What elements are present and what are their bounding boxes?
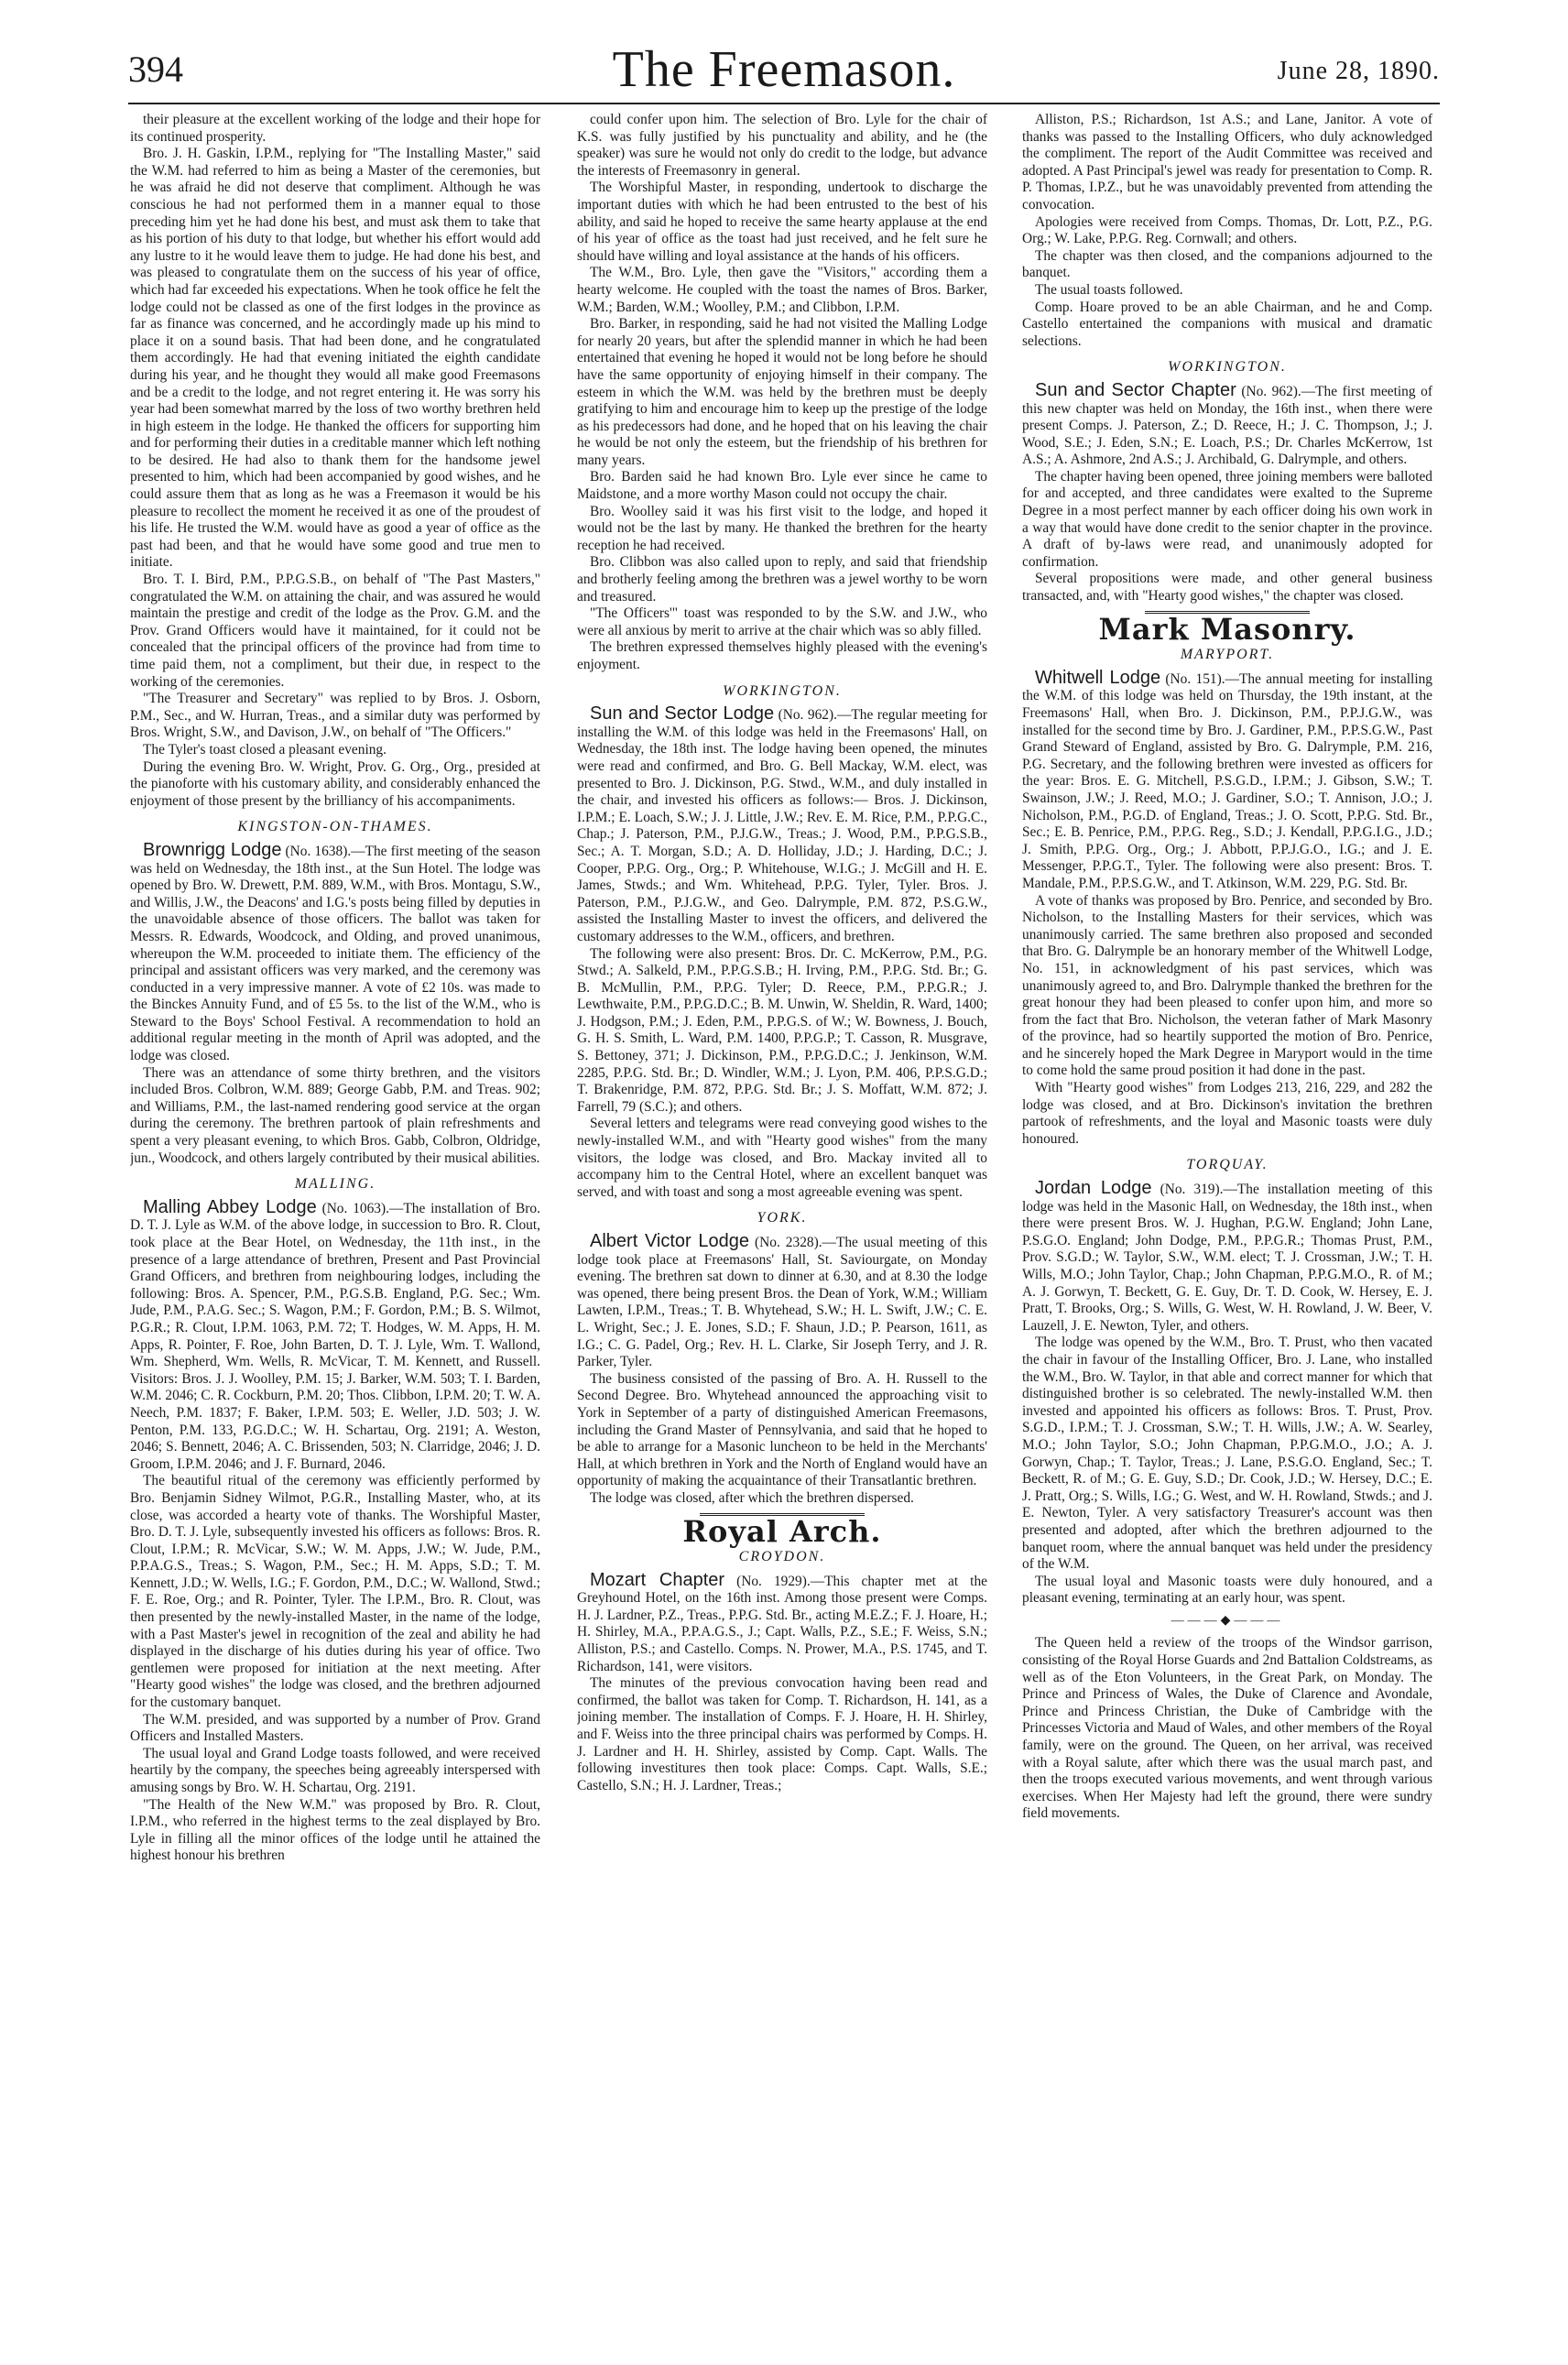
place-heading: CROYDON. (738, 1549, 826, 1565)
paragraph-text: The installation of Bro. D. T. J. Lyle as W.M. of the above lodge, in succession to Bro. R. Clout, took place at the Bear Hotel, on Wednesday, the 11th inst., in the presence of a large attendance of brethren, Present and Past Provincial Grand Officers, and brethren from neighbouring lodges, including the following: Bros. A. Spencer, P.M., P.G.S.B. England, P.G. Sec.; Wm. Jude, P.M., P.A.G. Sec.; S. Wagon, P.M.; F. Gordon, P.M.; B. S. Wilmot, P.G.R.; R. Clout, I.P.M. 1063, P.M. 72; T. Hodges, W. M. Apps, H. M. Apps, R. Pointer, F. Roe, John Barten, D. T. J. Lyle, Wm. T. Wallond, Wm. Shepherd, Wm. Wells, R. McVicar, T. M. Kennett, and Russell. Visitors: Bros. J. J. Woolley, P.M. 15; J. Barker, W.M. 503; T. I. Barden, W.M. 2046; C. R. Cockburn, P.M. 20; Thos. Clibbon, I.P.M. 20; T. W. A. Neech, P.M. 1837; F. Baker, I.P.M. 503; E. Weller, J.D. 503; J. W. Penton, P.M. 133, P.G.D.C.; W. H. Schartau, Org. 2191; A. Weston, 2046; S. Bennett, 2046; A. C. Brissenden, 503; N. Clarridge, 2046; J. D. Groom, I.P.M. 2046; and J. F. Burnard, 2046. (130, 1200, 540, 1472)
paragraph (577, 705, 987, 945)
lodge-number: (No. 319).— (1160, 1182, 1237, 1198)
lodge-number: (No. 962).— (1241, 383, 1316, 399)
paragraph: Comp. Hoare proved to be an able Chairman, and he and Comp. Castello entertained the companions with musical and dramatic selections. (1022, 299, 1432, 349)
paragraph (577, 1233, 987, 1371)
column-1 (130, 112, 540, 2347)
column-3 (1022, 112, 1432, 2347)
paragraph: During the evening Bro. W. Wright, Prov. G. Org., Org., presided at the pianoforte with his customary ability, and considerably enhanced the enjoyment of those present by the brilliancy of his accompaniments. (130, 758, 540, 809)
ornamental-divider: ———◆——— (1171, 1613, 1284, 1628)
page-number: 394 (128, 49, 183, 90)
paragraph: could confer upon him. The selection of Bro. Lyle for the chair of K.S. was fully justified by his punctuality and ability, and he (the speaker) was sure he would not only do credit to the lodge, but advance the interests of Freemasonry in general. (577, 112, 987, 179)
lodge-name: Brownrigg Lodge (143, 839, 282, 860)
paragraph: Bro. Clibbon was also called upon to reply, and said that friendship and brotherly feeling among the brethren was a jewel worthy to be worn and treasured. (577, 554, 987, 605)
paragraph: The chapter having been opened, three joining members were balloted for and accepted, and three candidates were exalted to the Supreme Degree in a most perfect manner by each officer doing his own work in a way that would have done credit to the senior chapter in the province. A draft of by-laws were read, and unanimously adopted for confirmation. (1022, 468, 1432, 570)
lodge-name: Malling Abbey Lodge (143, 1196, 317, 1217)
paragraph (577, 1569, 987, 1676)
paragraph-text: This chapter met at the Greyhound Hotel, on the 16th inst. Among those present were Comps. H. J. Lardner, P.Z., Treas., P.P.G. Std. Br., acting M.E.Z.; F. J. Hoare, H.; H. Shirley, M.A., P.P.A.G.S., J.; Capt. Walls, P.Z., S.E.; F. Weiss, S.N.; Alliston, P.S.; and Castello. Comps. N. Prower, M.A., P.S. 1745, and T. Richardson, 141, were visitors. (577, 1573, 987, 1674)
place-heading: MALLING. (294, 1176, 376, 1193)
paragraph: Bro. J. H. Gaskin, I.P.M., replying for "The Installing Master," said the W.M. had referred to him as being a Master of the ceremonies, but he was afraid he did not deserve that compliment. Although he was conscious he had not performed them in a manner equal to those preceding him yet he had done his best, and must ask them to take that as his portion of his duty to that lodge, but whether his effort would add any lustre to it he would leave them to judge. He had done his best, and was pleased to congratulate them on the success of his year of office, which had far exceeded his expectations. When he took office he felt the lodge could not be classed as one of the first lodges in the province as far as finance was concerned, and he accordingly made up his mind to place it on a sound basis. That had been done, and he congratulated them accordingly. He had that evening initiated the eighth candidate during his year, and he thought they would all make good Freemasons and be a credit to the lodge, and not regret entering it. He was sorry his year had been somewhat marred by the loss of two worthy brethren held in high esteem in the lodge. He thanked the officers for supporting him and for performing their duties in a creditable manner which left nothing to be desired. He had also to thank them for the handsome jewel presented to him, which had been accompanied by good wishes, and he could assure them that as long as he was a Freemason it would be his pleasure to recollect the moment he received it as one of the proudest of his life. He trusted the W.M. would have as good a year of office as the past had been, and that he would have some good and true men to initiate. (130, 146, 540, 571)
paragraph: "The Treasurer and Secretary" was replied to by Bros. J. Osborn, P.M., Sec., and W. Hurran, Treas., and a similar duty was performed by Bros. Wright, S.W., and Davison, J.W., on behalf of "The Officers." (130, 691, 540, 741)
paragraph: "The Health of the New W.M." was proposed by Bro. R. Clout, I.P.M., who referred in the highest terms to the zeal displayed by Bro. Lyle in filling all the minor offices of the lodge until he attained the highest honour his brethren (130, 1796, 540, 1864)
paragraph: Bro. T. I. Bird, P.M., P.P.G.S.B., on behalf of "The Past Masters," congratulated the W.M. on attaining the chair, and was assured he would maintain the prestige and credit of the lodge as the Prov. G.M. and the Prov. Grand Officers would have it maintained, for it could not be concealed that the principal officers of the province had from time to time paid them, not a compliment, but their due, in respect to the working of the ceremonies. (130, 572, 540, 690)
paragraph: The minutes of the previous convocation having been read and confirmed, the ballot was taken for Comp. T. Richardson, H. 141, as a joining member. The installation of Comps. F. J. Hoare, H. H. Shirley, and F. Weiss into the three principal chairs was performed by Comps. H. J. Lardner and H. H. Shirley, assisted by Comp. Capt. Walls. The following investitures then took place: Comps. Capt. Walls, S.E.; Castello, S.N.; H. J. Lardner, Treas.; (577, 1675, 987, 1793)
lodge-name: Sun and Sector Chapter (1035, 379, 1236, 400)
paragraph: The usual loyal and Masonic toasts were duly honoured, and a pleasant evening, terminating at an early hour, was spent. (1022, 1573, 1432, 1607)
paragraph: With "Hearty good wishes" from Lodges 213, 216, 229, and 282 the lodge was closed, and at Bro. Dickinson's invitation the brethren partook of refreshments, and the loyal and Masonic toasts were duly honoured. (1022, 1080, 1432, 1147)
place-heading: WORKINGTON. (1168, 359, 1287, 376)
lodge-number: (No. 962).— (778, 707, 852, 724)
place-heading: TORQUAY. (1186, 1157, 1269, 1173)
paragraph: The W.M. presided, and was supported by a number of Prov. Grand Officers and Installed Masters. (130, 1711, 540, 1745)
paragraph: Bro. Barker, in responding, said he had not visited the Malling Lodge for nearly 20 years, but after the splendid manner in which he had been entertained that evening he hoped it would not be long before he should have the same opportunity of enjoying himself in their company. The esteem in which the W.M. was held by the brethren must be deeply gratifying to him and encourage him to keep up the prestige of the lodge as his predecessors had done, and he hoped that on his leaving the chair he would be not only the esteem, but the friendship of his brethren for many years. (577, 316, 987, 468)
paragraph-text: The first meeting of the season was held on Wednesday, the 18th inst., at the Sun Hotel. The lodge was opened by Bro. W. Drewett, P.M. 889, W.M., with Bros. Montagu, S.W., and Willis, J.W., the Deacons' and I.G.'s posts being filled by deputies in the unavoidable absence of those officers. The ballot was taken for Messrs. R. Edwards, Woodcock, and Olding, and proved unanimous, whereupon the W.M. proceeded to initiate them. The efficiency of the principal and assistant officers was very marked, and the ceremony was conducted in a very impressive manner. A vote of £2 10s. was made to the Binckes Annuity Fund, and of £5 5s. to the list of the W.M., who is Steward to the Boys' School Festival. A recommendation to hold an additional regular meeting in the month of April was adopted, and the lodge was closed. (130, 843, 540, 1064)
paragraph: The W.M., Bro. Lyle, then gave the "Visitors," according them a hearty welcome. He coupled with the toast the names of Bros. Barker, W.M.; Barden, W.M.; Woolley, P.M.; and Clibbon, I.P.M. (577, 265, 987, 315)
paragraph: The business consisted of the passing of Bro. A. H. Russell to the Second Degree. Bro. Whytehead announced the approaching visit to York in September of a party of distinguished American Freemasons, including the Grand Master of Pennsylvania, and said that he hoped to be able to arrange for a Masonic luncheon to be held in the Merchants' Hall, at which brethren in York and the North of England would have an opportunity of making the acquaintance of their Transatlantic brethren. (577, 1370, 987, 1489)
lodge-number: (No. 2328).— (755, 1235, 836, 1250)
paragraph: The lodge was closed, after which the brethren dispersed. (590, 1489, 914, 1506)
paragraph: The lodge was opened by the W.M., Bro. T. Prust, who then vacated the chair in favour of the Installing Officer, Bro. J. Lane, who installed the W.M., Bro. W. Taylor, in that able and correct manner for which that distinguished brother is so celebrated. The newly-installed W.M. then invested and appointed his officers as follows: Bros. T. Prust, Prov. S.G.D., I.P.M.; T. J. Crossman, S.W.; T. H. Wills, J.W.; A. W. Searley, M.O.; John Taylor, S.O.; John Chapman, P.P.G.M.O., J.O.; A. J. Gorwyn, Chap.; T. Taylor, Treas.; J. Lane, P.S.G.O. England, Sec.; T. Beckett, R. of M.; G. E. Guy, S.D.; Dr. Cook, J.D.; W. Hersey, D.C.; E. J. Pratt, Org.; S. Wills, I.G.; G. West, and W. H. Rowland, Stwds.; and J. E. Newton, Tyler. A very satisfactory Treasurer's account was then presented and adopted, after which the brethren adjourned to the banquet room, where the annual banquet was held under the presidency of the W.M. (1022, 1335, 1432, 1573)
place-heading: KINGSTON-ON-THAMES. (237, 819, 433, 835)
paragraph: The following were also present: Bros. Dr. C. McKerrow, P.M., P.G. Stwd.; A. Salkeld, P.M., P.P.G.S.B.; H. Irving, P.M., P.P.G. Std. Br.; G. B. McMullin, P.M., P.P.G. Tyler; D. Reece, P.M., P.P.G.R.; J. Lewthwaite, P.M., P.P.G.D.C.; B. M. Unwin, W. Sheldin, R. Ward, 1400; J. Hodgson, P.M.; J. Eden, P.M., P.P.G.S. of W.; W. Bowness, J. Bouch, G. H. S. Smith, L. Ward, P.M. 1400, P.P.G.P.; T. Casson, R. Musgrave, S. Bettoney, 371; J. Dickinson, P.M., P.P.G.D.C.; J. Jenkinson, W.M. 2285, P.P.G. Std. Br.; D. Windler, W.M.; J. Lyon, P.M. 406, P.P.S.G.D.; T. Brakenridge, P.M. 872, P.P.G. Std. Br.; J. S. Moffatt, W.M. 872; J. Farrell, 79 (S.C.); and others. (577, 945, 987, 1115)
paragraph-text: The first meeting of this new chapter was held on Monday, the 16th inst., when there were present Comps. J. Paterson, Z.; D. Reece, H.; J. C. Thompson, J.; J. Wood, S.E.; J. Eden, S.N.; E. Loach, P.S.; Dr. Charles McKerrow, 1st A.S.; A. Ashmore, 2nd A.S.; J. Archibald, G. Dalrymple, and others. (1022, 383, 1432, 468)
paragraph-text: The annual meeting for installing the W.M. of this lodge was held on Thursday, the 19th instant, at the Freemasons' Hall, when Bro. J. Dickinson, P.M., P.P.J.G.W., was installed for the second time by Bro. J. Gardiner, P.M., P.P.S.G.W., Past Grand Steward of England, assisted by Bro. G. Dalrymple, P.M. 216, P.G. Secretary, and the following brethren were invested as officers for the year: Bros. E. G. Mitchell, P.S.G.D., I.P.M.; J. Gibson, S.W.; T. Swainson, J.W.; J. Reed, M.O.; J. Gardiner, S.O.; T. Annison, J.O.; J. Nicholson, P.M., P.G.D. of England, Treas.; J. O. Scott, P.P.G. Std. Br., Sec.; E. B. Penrice, P.M., P.P.G. Reg., S.D.; J. Kendall, P.P.G.I.G., J.D.; J. Smith, P.P.G. Org., Org.; J. Abbott, P.P.J.G.O., I.G.; and J. E. Messenger, P.P.G.T., Tyler. The following were also present: Bros. T. Mandale, P.M., P.P.S.G.W., and T. Atkinson, W.M. 229, P.G. Std. Br. (1022, 670, 1432, 891)
section-heading-mark-masonry: Mark Masonry. (1098, 611, 1356, 647)
paragraph-text: The usual meeting of this lodge took place at Freemasons' Hall, St. Saviourgate, on Monday evening. The brethren sat down to dinner at 6.30, and at 8.30 the lodge was opened, there being present Bros. the Dean of York, W.M.; William Lawten, I.P.M., Treas.; T. B. Whytehead, S.W.; H. L. Swift, J.W.; C. E. L. Wright, Sec.; J. E. Jones, S.D.; F. Shaun, J.D.; P. Pearson, 1611, as I.G.; C. G. Padel, Org.; Rev. H. L. Clarke, Sir Joseph Terry, and J. R. Parker, Tyler. (577, 1235, 987, 1370)
paragraph: Alliston, P.S.; Richardson, 1st A.S.; and Lane, Janitor. A vote of thanks was passed to the Installing Officers, who duly acknowledged the compliment. The report of the Audit Committee was received and adopted. A Past Principal's jewel was ready for presentation to Comp. R. P. Thomas, I.P.Z., but he was unavoidably prevented from attending the convocation. (1022, 112, 1432, 213)
paragraph-text: The installation meeting of this lodge was held in the Masonic Hall, on Wednesday, the 18th inst., when there were present Bros. W. J. Hughan, P.G.W. England; John Lane, P.S.G.O. England; John Dodge, P.M., P.P.G.R.; Thomas Prust, P.M., Prov. S.G.D.; W. Taylor, S.W., W.M. elect; T. J. Crossman, J.W.; T. H. Wills, M.O.; John Taylor, Chap.; John Chapman, P.P.G.M.O., R. of M.; A. J. Gorwyn, T. Beckett, G. E. Guy, Dr. T. D. Cook, W. Hersey, E. J. Pratt, T. Brooks, Org.; S. Wills, G. West, W. H. Rowland, J. W. Beer, V. Lauzell, J. E. Newton, Tyler, and others. (1022, 1182, 1432, 1334)
paragraph: their pleasure at the excellent working of the lodge and their hope for its continued prosperity. (130, 112, 540, 145)
lodge-name: Whitwell Lodge (1035, 667, 1161, 688)
paragraph (1022, 667, 1432, 893)
lodge-number: (No. 151).— (1165, 670, 1239, 687)
lodge-name: Albert Victor Lodge (590, 1231, 750, 1251)
lodge-name: Jordan Lodge (1035, 1178, 1152, 1199)
paragraph (130, 839, 540, 1065)
paragraph: A vote of thanks was proposed by Bro. Penrice, and seconded by Bro. Nicholson, to the Installing Masters for their services, which was unanimously carried. The same brethren also proposed and seconded that Bro. G. Dalrymple be an honorary member of the Whitwell Lodge, No. 151, in acknowledgment of his past services, which was unanimously agreed to, and Bro. Dalrymple thanked the brethren for the great honour they had been pleased to confer upon him, and more so from the fact that Bro. Nicholson, the veteran father of Mark Masonry of the province, had so heartily supported the motion of Bro. Penrice, and he sincerely hoped the Mark Degree in Maryport would in the time to come hold the same proud position it had done in the past. (1022, 892, 1432, 1079)
paragraph: The usual toasts followed. (1035, 281, 1183, 298)
issue-date: June 28, 1890. (1277, 57, 1440, 85)
lodge-number: (No. 1929).— (736, 1573, 825, 1589)
lodge-number: (No. 1063).— (321, 1200, 404, 1216)
paragraph (130, 1196, 540, 1474)
lodge-name: Mozart Chapter (590, 1569, 725, 1590)
paragraph: Bro. Woolley said it was his first visit to the lodge, and hoped it would not be the last by many. He thanked the brethren for the hearty reception he had received. (577, 503, 987, 553)
section-heading-royal-arch: Royal Arch. (682, 1513, 882, 1549)
paragraph: Several propositions were made, and other general business transacted, and, with "Hearty good wishes," the chapter was closed. (1022, 571, 1432, 605)
column-2 (577, 112, 987, 2347)
paragraph: Several letters and telegrams were read conveying good wishes to the newly-installed W.M., and with "Hearty good wishes" from the many visitors, the lodge was closed, and Bro. Mackay invited all to accompany him to the Central Hotel, where an excellent banquet was served, and with toast and song a most agreeable evening was spent. (577, 1116, 987, 1200)
place-heading: MARYPORT. (1180, 647, 1275, 663)
paragraph: The usual loyal and Grand Lodge toasts followed, and were received heartily by the company, the speeches being agreeably interspersed with amusing songs by Bro. W. H. Schartau, Org. 2191. (130, 1745, 540, 1795)
place-heading: YORK. (757, 1210, 808, 1226)
place-heading: WORKINGTON. (723, 682, 842, 699)
paragraph: The Queen held a review of the troops of the Windsor garrison, consisting of the Royal Horse Guards and 2nd Battalion Coldstreams, as well as of the Eton Volunteers, in the Great Park, on Monday. The Prince and Princess of Wales, the Duke of Clarence and Avondale, Prince and Princess Christian, the Duke of Cambridge with the Princesses Victoria and Maud of Wales, and other members of the Royal family, were on the ground. The Queen, on her arrival, was received with a Royal salute, after which there was the usual march past, and then the troops executed various movements, and went through various exercises. When Her Majesty had left the ground, there were sundry field movements. (1022, 1635, 1432, 1822)
lodge-number: (No. 1638).— (285, 843, 365, 859)
paragraph: Apologies were received from Comps. Thomas, Dr. Lott, P.Z., P.G. Org.; W. Lake, P.P.G. Reg. Cornwall; and others. (1022, 213, 1432, 247)
paragraph: Bro. Barden said he had known Bro. Lyle ever since he came to Maidstone, and a more worthy Mason could not occupy the chair. (577, 469, 987, 503)
publication-title: The Freemason. (612, 41, 956, 98)
paragraph: "The Officers'" toast was responded to by the S.W. and J.W., who were all anxious by merit to arrive at the chair which was so ably filled. (577, 605, 987, 638)
paragraph: There was an attendance of some thirty brethren, and the visitors included Bros. Colbron, W.M. 889; George Gabb, P.M. and Treas. 902; and Williams, P.M., the last-named rendering good service at the organ during the ceremony. The brethren partook of plain refreshments and spent a very pleasant evening, to which Bros. Gabb, Colbron, Oldridge, jun., Woodcock, and others largely contributed by their musical abilities. (130, 1064, 540, 1166)
masthead (119, 37, 1449, 101)
paragraph: The Tyler's toast closed a pleasant evening. (143, 741, 387, 757)
paragraph: The beautiful ritual of the ceremony was efficiently performed by Bro. Benjamin Sidney Wilmot, P.G.R., Installing Master, who, at its close, was accorded a hearty vote of thanks. The Worshipful Master, Bro. D. T. J. Lyle, subsequently invested his officers as follows: Bros. R. Clout, I.P.M.; R. McVicar, S.W.; W. M. Apps, J.W.; W. Jude, P.M., P.P.A.G.S., Treas.; S. Wagon, P.M., Sec.; H. M. Apps, S.D.; T. M. Kennett, J.D.; W. Wells, I.G.; F. Gordon, P.M., D.C.; W. Wallond, Stwd.; F. E. Roe, Org.; and R. Pointer, Tyler. The I.P.M., Bro. R. Clout, was then presented by the newly-installed Master, in the name of the lodge, with a Past Master's jewel in recognition of the zeal and ability he had displayed in the discharge of his duties during his year of office. Two gentlemen were proposed for initiation at the next meeting. After "Hearty good wishes" the lodge was closed, and the brethren adjourned for the customary banquet. (130, 1473, 540, 1711)
paragraph (1022, 1180, 1432, 1335)
masthead-rule (128, 103, 1440, 104)
paragraph: The brethren expressed themselves highly pleased with the evening's enjoyment. (577, 639, 987, 672)
paragraph: The chapter was then closed, and the companions adjourned to the banquet. (1022, 247, 1432, 281)
lodge-name: Sun and Sector Lodge (590, 703, 775, 725)
paragraph-text: The regular meeting for installing the W.M. of this lodge was held in the Freemasons' Hall, on Wednesday, the 18th inst. The lodge having been opened, the minutes were read and confirmed, and Bro. G. Bell Mackay, W.M. elect, was presented to Bro. J. Dickinson, P.G. Stwd., W.M., and duly installed in the chair, and invested his officers as follows:— Bros. J. Dickinson, I.P.M.; E. Loach, S.W.; J. J. Little, J.W.; Rev. E. M. Rice, P.M., P.P.G.C., Chap.; J. Paterson, P.M., P.J.G.W., Treas.; J. Wood, P.M., P.P.G.S.B., Sec.; A. T. Morgan, S.D.; A. D. Holliday, J.D.; J. Harding, D.C.; J. Cooper, P.P.G. Org., Org.; P. Whitehouse, W.I.G.; J. McGill and H. E. James, Stwds.; and Wm. Whitehead, P.P.G. Tyler, Tyler. Bros. J. Paterson, P.M., P.J.G.W., and Geo. Dalrymple, P.M. 872, P.S.G.W., assisted the Installing Master to invest the officers, and delivered the customary addresses to the W.M., officers, and brethren. (577, 707, 987, 944)
paragraph (1022, 379, 1432, 469)
paragraph: The Worshipful Master, in responding, undertook to discharge the important duties with which he had been entrusted to the best of his ability, and said he hoped to receive the same hearty applause at the end of his year of office as the toast had just received, and he felt sure he should have willing and loyal assistance at the hands of his officers. (577, 180, 987, 264)
